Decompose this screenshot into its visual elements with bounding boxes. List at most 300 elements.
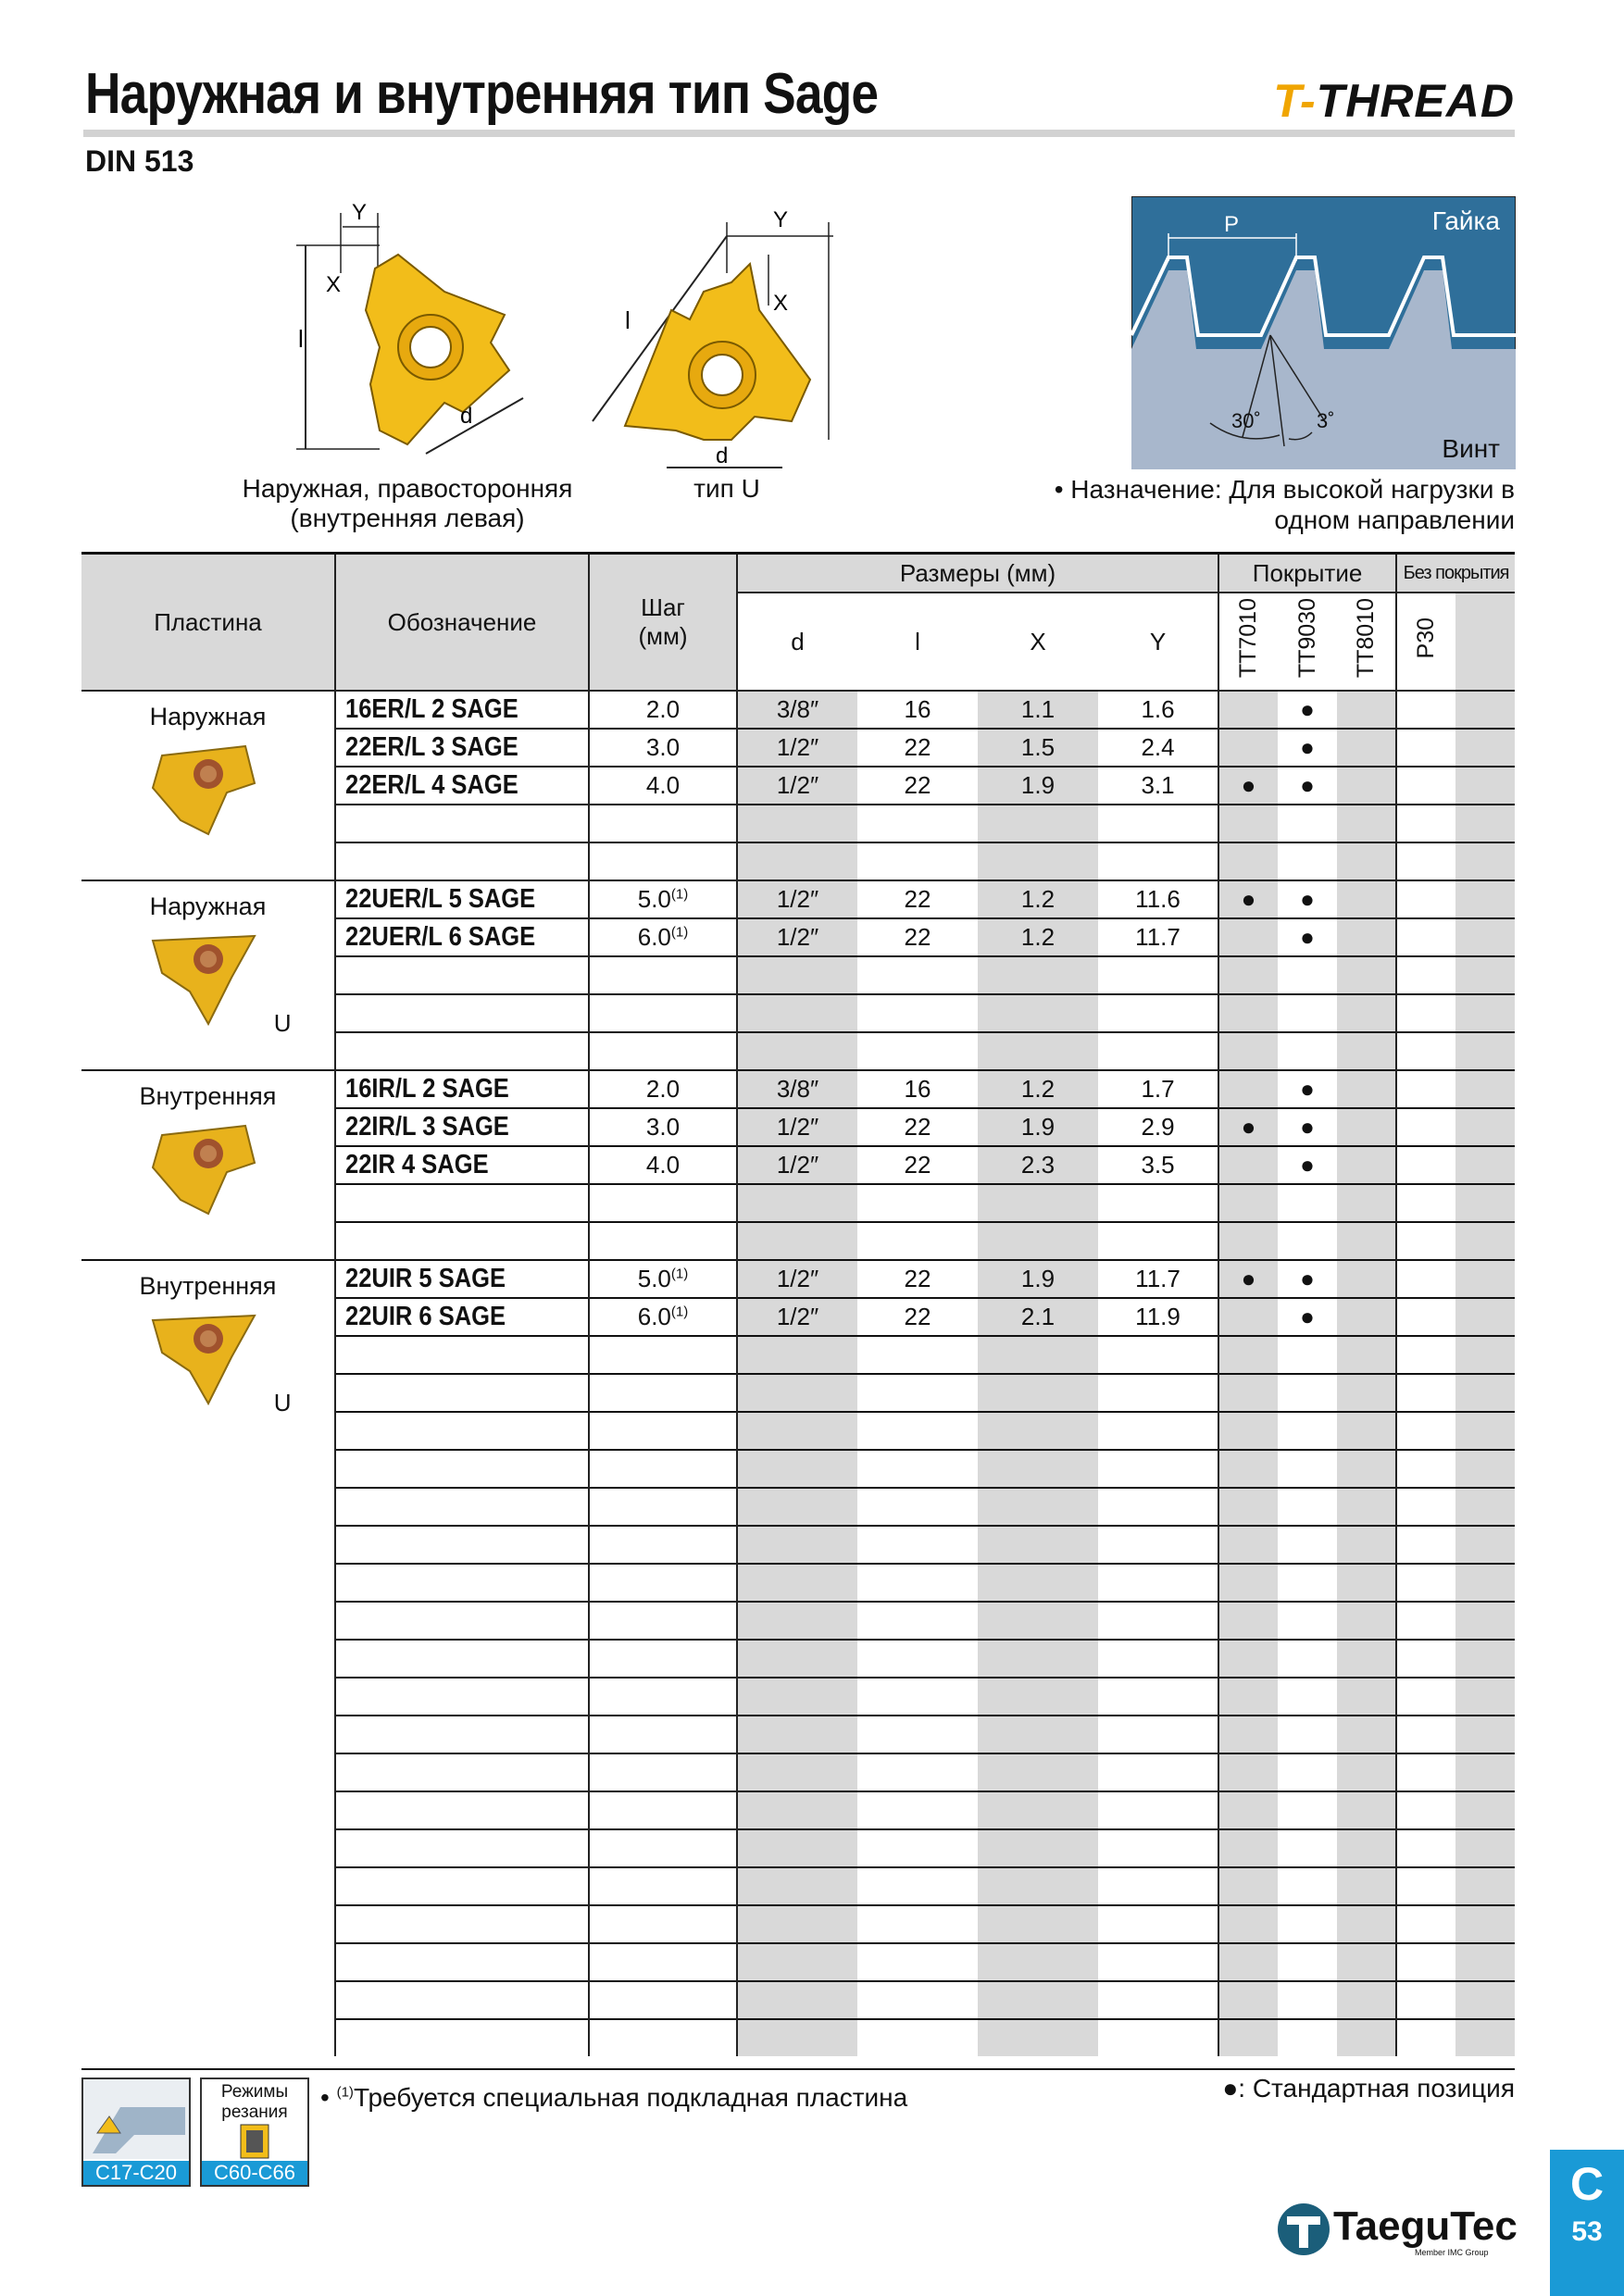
grade-tt9030 bbox=[1278, 1032, 1337, 1070]
dim-x bbox=[978, 1412, 1098, 1450]
grade-p30 bbox=[1396, 956, 1455, 994]
designation bbox=[335, 1450, 589, 1488]
grade-tt8010 bbox=[1337, 880, 1396, 918]
grade-p30 bbox=[1396, 1943, 1455, 1981]
grade-p30 bbox=[1396, 1108, 1455, 1146]
designation bbox=[335, 1412, 589, 1450]
plate-type: Внутренняя bbox=[139, 1082, 277, 1110]
dim-d: 1/2″ bbox=[737, 1298, 857, 1336]
designation bbox=[335, 956, 589, 994]
designation bbox=[335, 1488, 589, 1526]
dim-l bbox=[857, 1184, 978, 1222]
grade-tt8010 bbox=[1337, 691, 1396, 729]
grade-p30 bbox=[1396, 1526, 1455, 1564]
cutting-data-box[interactable]: Режимы резания C60-C66 bbox=[200, 2078, 309, 2187]
dim-y bbox=[1098, 1753, 1218, 1791]
grade-extra bbox=[1455, 1640, 1515, 1678]
grade-tt8010 bbox=[1337, 1450, 1396, 1488]
dim-d bbox=[737, 1829, 857, 1867]
svg-text:d: d bbox=[460, 404, 473, 429]
grade-tt8010 bbox=[1337, 1943, 1396, 1981]
dim-y bbox=[1098, 1716, 1218, 1753]
book-icon bbox=[202, 2123, 307, 2160]
grade-p30 bbox=[1396, 1867, 1455, 1905]
grade-tt9030 bbox=[1278, 1222, 1337, 1260]
dim-y: 1.7 bbox=[1098, 1070, 1218, 1108]
grade-extra bbox=[1455, 918, 1515, 956]
dim-y: 3.1 bbox=[1098, 767, 1218, 805]
holder-reference-box[interactable]: C17-C20 bbox=[81, 2078, 191, 2187]
pitch bbox=[589, 1336, 737, 1374]
dim-l bbox=[857, 1943, 978, 1981]
grade-tt9030: ● bbox=[1300, 695, 1315, 723]
designation bbox=[335, 1753, 589, 1791]
grade-tt7010 bbox=[1218, 1981, 1278, 2019]
dim-y bbox=[1098, 1829, 1218, 1867]
grade-extra bbox=[1455, 1981, 1515, 2019]
dim-y bbox=[1098, 1791, 1218, 1829]
grade-tt7010 bbox=[1218, 1602, 1278, 1640]
grade-p30 bbox=[1396, 1488, 1455, 1526]
pitch bbox=[589, 956, 737, 994]
grade-p30 bbox=[1396, 1070, 1455, 1108]
dim-y bbox=[1098, 1981, 1218, 2019]
grade-tt8010 bbox=[1337, 1602, 1396, 1640]
grade-extra bbox=[1455, 1829, 1515, 1867]
pitch bbox=[589, 1716, 737, 1753]
dim-x bbox=[978, 1981, 1098, 2019]
grade-tt8010 bbox=[1337, 1526, 1396, 1564]
dim-d bbox=[737, 1943, 857, 1981]
grade-extra bbox=[1455, 1336, 1515, 1374]
dim-l: 22 bbox=[857, 1298, 978, 1336]
grade-p30 bbox=[1396, 1222, 1455, 1260]
grade-extra bbox=[1455, 1791, 1515, 1829]
dim-y bbox=[1098, 1488, 1218, 1526]
grade-extra bbox=[1455, 1753, 1515, 1791]
designation bbox=[335, 1829, 589, 1867]
grade-tt9030 bbox=[1278, 1184, 1337, 1222]
grade-tt7010: ● bbox=[1218, 1260, 1278, 1298]
grade-tt9030 bbox=[1278, 1640, 1337, 1678]
grade-tt8010 bbox=[1337, 918, 1396, 956]
table-row bbox=[81, 1260, 1515, 1298]
grade-tt9030: ● bbox=[1278, 1108, 1337, 1146]
dim-d bbox=[737, 1678, 857, 1716]
dim-l bbox=[857, 1336, 978, 1374]
dim-d bbox=[737, 805, 857, 842]
plate-cell bbox=[81, 1070, 335, 1260]
plate-type: Внутренняя bbox=[139, 1272, 277, 1300]
header-coating: Покрытие bbox=[1218, 554, 1396, 593]
insert-table bbox=[81, 552, 1515, 2056]
grade-tt7010 bbox=[1218, 1753, 1278, 1791]
grade-extra bbox=[1455, 1905, 1515, 1943]
designation bbox=[335, 1602, 589, 1640]
u-type-insert-diagram bbox=[583, 208, 852, 477]
grade-tt7010 bbox=[1218, 1412, 1278, 1450]
dim-x bbox=[978, 1791, 1098, 1829]
grade-tt8010 bbox=[1337, 1981, 1396, 2019]
dim-d bbox=[737, 1526, 857, 1564]
pitch: 3.0 bbox=[589, 729, 737, 767]
dim-d bbox=[737, 1564, 857, 1602]
grade-p30 bbox=[1396, 1981, 1455, 2019]
dim-d: 1/2″ bbox=[737, 1108, 857, 1146]
insert-photo-icon bbox=[144, 1306, 273, 1413]
taegutec-logo: TaeguTec Member IMC Group bbox=[1276, 2202, 1517, 2257]
designation: 22IR 4 SAGE bbox=[335, 1146, 589, 1184]
dim-d bbox=[737, 1640, 857, 1678]
designation: 22UER/L 5 SAGE bbox=[335, 880, 589, 918]
grade-extra bbox=[1455, 1526, 1515, 1564]
pitch bbox=[589, 1867, 737, 1905]
pitch bbox=[589, 1640, 737, 1678]
pitch bbox=[589, 1678, 737, 1716]
grade-tt9030 bbox=[1278, 1526, 1337, 1564]
grade-tt7010 bbox=[1218, 1146, 1278, 1184]
dim-l bbox=[857, 956, 978, 994]
dim-d: 1/2″ bbox=[737, 767, 857, 805]
grade-tt8010 bbox=[1337, 956, 1396, 994]
grade-p30 bbox=[1396, 1905, 1455, 1943]
grade-extra bbox=[1455, 1678, 1515, 1716]
dim-d bbox=[737, 1222, 857, 1260]
dim-d: 3/8″ bbox=[737, 1070, 857, 1108]
title-rule bbox=[83, 130, 1515, 137]
svg-text:30˚: 30˚ bbox=[1231, 409, 1261, 432]
header-tt9030: TT9030 bbox=[1278, 593, 1337, 691]
dim-l: 22 bbox=[857, 1146, 978, 1184]
grade-p30 bbox=[1396, 1678, 1455, 1716]
dim-d bbox=[737, 842, 857, 880]
svg-text:P: P bbox=[1224, 212, 1240, 237]
pitch bbox=[589, 1032, 737, 1070]
designation bbox=[335, 1981, 589, 2019]
purpose-note: • Назначение: Для высокой нагрузки в одном направлении bbox=[1054, 475, 1515, 534]
grade-tt9030 bbox=[1278, 1981, 1337, 2019]
dim-x bbox=[978, 1488, 1098, 1526]
grade-tt8010 bbox=[1337, 1374, 1396, 1412]
dim-d bbox=[737, 1488, 857, 1526]
dim-y bbox=[1098, 2019, 1218, 2056]
grade-tt9030: ● bbox=[1278, 729, 1337, 767]
page-title: Наружная и внутренняя тип Sage bbox=[85, 62, 879, 126]
grade-tt7010 bbox=[1218, 1336, 1278, 1374]
dim-y bbox=[1098, 1867, 1218, 1905]
svg-text:3˚: 3˚ bbox=[1317, 409, 1335, 432]
grade-tt8010 bbox=[1337, 1146, 1396, 1184]
plate-cell bbox=[81, 691, 335, 880]
grade-tt9030 bbox=[1278, 994, 1337, 1032]
grade-extra bbox=[1455, 880, 1515, 918]
dim-x bbox=[978, 1602, 1098, 1640]
dim-x bbox=[978, 956, 1098, 994]
table-bottom-rule bbox=[81, 2068, 1515, 2070]
designation: 22UIR 5 SAGE bbox=[335, 1260, 589, 1298]
dim-y: 11.7 bbox=[1098, 1260, 1218, 1298]
header-tt7010: TT7010 bbox=[1218, 593, 1278, 691]
dim-l: 16 bbox=[857, 1070, 978, 1108]
svg-text:Винт: Винт bbox=[1442, 434, 1500, 463]
pitch: 2.0 bbox=[589, 1070, 737, 1108]
designation bbox=[335, 1374, 589, 1412]
header-dims: Размеры (мм) bbox=[737, 554, 1218, 593]
dim-y bbox=[1098, 1564, 1218, 1602]
designation: 22UER/L 6 SAGE bbox=[335, 918, 589, 956]
pitch bbox=[589, 994, 737, 1032]
grade-tt9030 bbox=[1278, 1943, 1337, 1981]
u-type-mark: U bbox=[273, 1009, 292, 1037]
brand-logo: T-THREAD bbox=[1273, 75, 1515, 127]
dim-l bbox=[857, 1032, 978, 1070]
dim-x bbox=[978, 1678, 1098, 1716]
dim-x: 1.9 bbox=[978, 1260, 1098, 1298]
dim-y: 1.6 bbox=[1141, 695, 1175, 723]
grade-tt8010 bbox=[1337, 1716, 1396, 1753]
holder-icon bbox=[83, 2079, 189, 2159]
grade-tt9030 bbox=[1278, 1374, 1337, 1412]
grade-p30 bbox=[1396, 1602, 1455, 1640]
grade-tt9030: ● bbox=[1278, 767, 1337, 805]
grade-extra bbox=[1455, 1867, 1515, 1905]
grade-extra bbox=[1455, 691, 1515, 729]
dim-l bbox=[857, 1829, 978, 1867]
grade-tt7010 bbox=[1218, 1298, 1278, 1336]
grade-tt8010 bbox=[1337, 1412, 1396, 1450]
grade-tt9030 bbox=[1278, 1753, 1337, 1791]
grade-p30 bbox=[1396, 1716, 1455, 1753]
grade-extra bbox=[1455, 1032, 1515, 1070]
dim-d bbox=[737, 2019, 857, 2056]
grade-tt7010 bbox=[1218, 1526, 1278, 1564]
dim-d bbox=[737, 1905, 857, 1943]
grade-tt9030 bbox=[1278, 2019, 1337, 2056]
dim-d bbox=[737, 1716, 857, 1753]
section-tab: C 53 bbox=[1550, 2150, 1624, 2296]
grade-tt9030 bbox=[1278, 1336, 1337, 1374]
grade-tt7010 bbox=[1218, 729, 1278, 767]
grade-tt7010: ● bbox=[1218, 767, 1278, 805]
grade-tt7010 bbox=[1218, 1678, 1278, 1716]
dim-y bbox=[1098, 805, 1218, 842]
grade-extra bbox=[1455, 1108, 1515, 1146]
grade-tt7010 bbox=[1218, 1184, 1278, 1222]
dim-l bbox=[857, 1374, 978, 1412]
grade-tt9030: ● bbox=[1278, 1298, 1337, 1336]
grade-tt8010 bbox=[1337, 1488, 1396, 1526]
grade-extra bbox=[1455, 956, 1515, 994]
grade-p30 bbox=[1396, 1032, 1455, 1070]
dim-l: 16 bbox=[904, 695, 931, 723]
designation bbox=[335, 994, 589, 1032]
grade-tt8010 bbox=[1337, 2019, 1396, 2056]
grade-tt8010 bbox=[1337, 1564, 1396, 1602]
plate-type: Наружная bbox=[149, 703, 267, 730]
grade-tt8010 bbox=[1337, 1260, 1396, 1298]
grade-extra bbox=[1455, 1222, 1515, 1260]
grade-extra bbox=[1455, 1564, 1515, 1602]
designation bbox=[335, 1905, 589, 1943]
dim-x bbox=[978, 1336, 1098, 1374]
dim-l bbox=[857, 1905, 978, 1943]
dim-l bbox=[857, 1450, 978, 1488]
dim-x bbox=[978, 1753, 1098, 1791]
svg-text:Y: Y bbox=[773, 208, 789, 232]
dim-l bbox=[857, 1867, 978, 1905]
svg-text:d: d bbox=[716, 443, 729, 468]
grade-tt8010 bbox=[1337, 1184, 1396, 1222]
dim-x bbox=[978, 1526, 1098, 1564]
dim-x: 1.5 bbox=[978, 729, 1098, 767]
dim-y bbox=[1098, 1032, 1218, 1070]
designation: 22IR/L 3 SAGE bbox=[335, 1108, 589, 1146]
designation bbox=[335, 1716, 589, 1753]
grade-tt9030 bbox=[1278, 1488, 1337, 1526]
dim-x bbox=[978, 1564, 1098, 1602]
dim-d bbox=[737, 1981, 857, 2019]
grade-extra bbox=[1455, 767, 1515, 805]
dim-l bbox=[857, 994, 978, 1032]
grade-tt7010 bbox=[1218, 956, 1278, 994]
grade-tt8010 bbox=[1337, 805, 1396, 842]
header-uncoated: Без покрытия bbox=[1396, 554, 1515, 593]
grade-extra bbox=[1455, 1412, 1515, 1450]
grade-tt7010 bbox=[1218, 1070, 1278, 1108]
dim-d: 1/2″ bbox=[737, 1260, 857, 1298]
dim-l bbox=[857, 1564, 978, 1602]
dim-y: 11.9 bbox=[1098, 1298, 1218, 1336]
logo-mark-icon bbox=[1276, 2202, 1331, 2257]
grade-tt9030 bbox=[1278, 1412, 1337, 1450]
pitch: 2.0 bbox=[589, 691, 737, 729]
dim-y: 3.5 bbox=[1098, 1146, 1218, 1184]
insert-photo-icon bbox=[144, 1117, 273, 1223]
grade-tt8010 bbox=[1337, 1070, 1396, 1108]
dim-l: 22 bbox=[857, 880, 978, 918]
insert-photo-icon bbox=[144, 927, 273, 1033]
dim-y: 11.7 bbox=[1098, 918, 1218, 956]
grade-tt7010 bbox=[1218, 1867, 1278, 1905]
pitch bbox=[589, 842, 737, 880]
header-x: X bbox=[978, 593, 1098, 691]
grade-tt9030 bbox=[1278, 1678, 1337, 1716]
grade-extra bbox=[1455, 1602, 1515, 1640]
external-caption: Наружная, правосторонняя (внутренняя левая) bbox=[242, 474, 573, 532]
dim-y bbox=[1098, 1526, 1218, 1564]
dim-x: 1.9 bbox=[978, 767, 1098, 805]
pitch bbox=[589, 1981, 737, 2019]
designation bbox=[335, 1222, 589, 1260]
table-row bbox=[81, 691, 1515, 729]
grade-extra bbox=[1455, 1374, 1515, 1412]
pitch: 6.0$^{(1)}$ bbox=[589, 1298, 737, 1336]
grade-tt7010: ● bbox=[1218, 1108, 1278, 1146]
dim-d bbox=[737, 994, 857, 1032]
dim-y bbox=[1098, 956, 1218, 994]
insert-photo-icon bbox=[144, 737, 273, 843]
grade-tt8010 bbox=[1337, 994, 1396, 1032]
dim-d: 1/2″ bbox=[737, 1146, 857, 1184]
dim-y bbox=[1098, 1640, 1218, 1678]
grade-extra bbox=[1455, 1298, 1515, 1336]
grade-p30 bbox=[1396, 1184, 1455, 1222]
grade-p30 bbox=[1396, 880, 1455, 918]
designation bbox=[335, 1640, 589, 1678]
pitch: 4.0 bbox=[589, 1146, 737, 1184]
standard-label: DIN 513 bbox=[85, 144, 194, 178]
dim-l: 22 bbox=[857, 767, 978, 805]
dim-d bbox=[737, 1602, 857, 1640]
u-type-caption: тип U bbox=[693, 474, 760, 503]
dim-x: 1.2 bbox=[978, 880, 1098, 918]
dim-x bbox=[978, 1184, 1098, 1222]
dim-x: 1.9 bbox=[978, 1108, 1098, 1146]
grade-p30 bbox=[1396, 842, 1455, 880]
pitch bbox=[589, 805, 737, 842]
grade-extra bbox=[1455, 805, 1515, 842]
dim-x: 1.1 bbox=[978, 691, 1098, 729]
grade-tt9030: ● bbox=[1278, 880, 1337, 918]
dim-x: 2.1 bbox=[978, 1298, 1098, 1336]
pitch bbox=[589, 1412, 737, 1450]
grade-tt8010 bbox=[1337, 1791, 1396, 1829]
dim-d: 1/2″ bbox=[737, 729, 857, 767]
grade-p30 bbox=[1396, 767, 1455, 805]
dim-x bbox=[978, 1032, 1098, 1070]
dim-d bbox=[737, 1374, 857, 1412]
dim-y bbox=[1098, 1943, 1218, 1981]
dim-l bbox=[857, 1640, 978, 1678]
dim-y bbox=[1098, 1336, 1218, 1374]
dim-x bbox=[978, 1716, 1098, 1753]
pitch bbox=[589, 1222, 737, 1260]
dim-l: 22 bbox=[857, 1260, 978, 1298]
grade-extra bbox=[1455, 994, 1515, 1032]
grade-p30 bbox=[1396, 1829, 1455, 1867]
pitch bbox=[589, 1374, 737, 1412]
grade-p30 bbox=[1396, 1336, 1455, 1374]
grade-tt9030 bbox=[1278, 1905, 1337, 1943]
grade-extra bbox=[1455, 842, 1515, 880]
grade-tt9030: ● bbox=[1278, 1070, 1337, 1108]
svg-text:l: l bbox=[298, 325, 304, 353]
grade-tt8010 bbox=[1337, 1753, 1396, 1791]
header-y: Y bbox=[1098, 593, 1218, 691]
grade-tt7010 bbox=[1218, 994, 1278, 1032]
dim-l bbox=[857, 1753, 978, 1791]
grade-tt8010 bbox=[1337, 1298, 1396, 1336]
dim-d bbox=[737, 1753, 857, 1791]
grade-p30 bbox=[1396, 729, 1455, 767]
grade-p30 bbox=[1396, 994, 1455, 1032]
plate-cell bbox=[81, 1260, 335, 2056]
grade-tt9030: ● bbox=[1278, 1146, 1337, 1184]
pitch bbox=[589, 1602, 737, 1640]
designation bbox=[335, 1526, 589, 1564]
grade-extra bbox=[1455, 2019, 1515, 2056]
dim-l bbox=[857, 805, 978, 842]
dim-x: 1.2 bbox=[978, 918, 1098, 956]
dim-l bbox=[857, 1716, 978, 1753]
grade-p30 bbox=[1396, 1146, 1455, 1184]
dim-y bbox=[1098, 1184, 1218, 1222]
dim-d bbox=[737, 1412, 857, 1450]
grade-tt9030 bbox=[1278, 1716, 1337, 1753]
dim-y bbox=[1098, 1374, 1218, 1412]
grade-extra bbox=[1455, 1450, 1515, 1488]
pitch: 6.0$^{(1)}$ bbox=[589, 918, 737, 956]
